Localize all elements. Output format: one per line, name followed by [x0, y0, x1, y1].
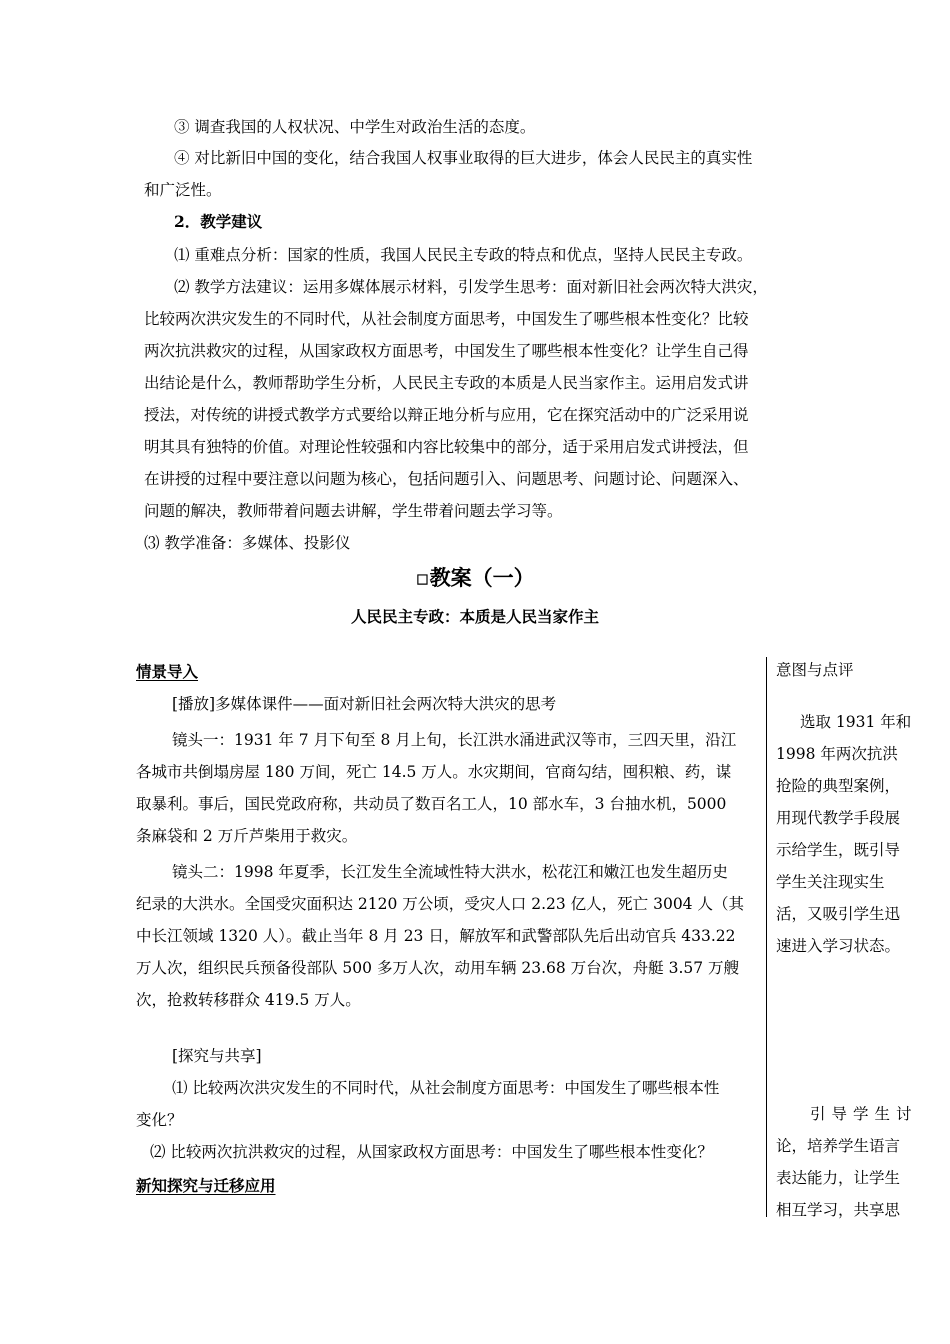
suggestion-2-line: ⑵ 教学方法建议：运用多媒体展示材料，引发学生思考：面对新旧社会两次特大洪灾，	[174, 278, 768, 296]
side-note-line: 速进入学习状态。	[776, 937, 901, 955]
shot-2-line: 镜头二：1998 年夏季，长江发生全流域性特大洪水，松花江和嫩江也发生超历史	[172, 863, 728, 881]
objective-item-3: ③ 调查我国的人权状况、中学生对政治生活的态度。	[174, 118, 536, 136]
side-note-line: 示给学生，既引导	[776, 841, 901, 859]
lesson-plan-title: ▫教案（一）	[415, 565, 535, 590]
shot-1-line: 各城市共倒塌房屋 180 万间，死亡 14.5 万人。水灾期间，官商勾结，囤积粮、药，谋	[136, 763, 732, 781]
shot-2-line: 中长江领域 1320 人）。截止当年 8 月 23 日，解放军和武警部队先后出动官兵 433.22	[136, 927, 736, 945]
suggestion-2-line: 在讲授的过程中要注意以问题为核心，包括问题引入、问题思考、问题讨论、问题深入、	[144, 470, 749, 488]
shot-1-line: 取暴利。事后，国民党政府称，共动员了数百名工人，10 部水车，3 台抽水机，5000	[136, 795, 727, 813]
side-note-line: 抢险的典型案例，	[776, 777, 901, 795]
side-note-line: 学生关注现实生	[776, 873, 885, 891]
suggestion-2-line: 授法，对传统的讲授式教学方式要给以辩正地分析与应用，它在探究活动中的广泛采用说	[144, 406, 749, 424]
column-divider	[766, 657, 767, 1217]
side-note-line: 引导学生讨	[810, 1105, 918, 1123]
explore-share-label: [探究与共享]	[172, 1047, 262, 1065]
shot-2-line: 次，抢救转移群众 419.5 万人。	[136, 991, 361, 1009]
objective-item-4-line-1: ④ 对比新旧中国的变化，结合我国人权事业取得的巨大进步，体会人民民主的真实性	[174, 149, 753, 167]
suggestion-2-line: 两次抗洪救灾的过程，从国家政权方面思考，中国发生了哪些根本性变化？让学生自己得	[144, 342, 749, 360]
shot-1-line: 镜头一：1931 年 7 月下旬至 8 月上旬，长江洪水涌进武汉等市，三四天里，沿江	[172, 731, 737, 749]
section-heading-new-knowledge: 新知探究与迁移应用	[136, 1176, 276, 1195]
question-1-line-2: 变化？	[136, 1111, 183, 1129]
suggestion-2-line: 明其具有独特的价值。对理论性较强和内容比较集中的部分，适于采用启发式讲授法，但	[144, 438, 749, 456]
objective-item-4-line-2: 和广泛性。	[144, 181, 222, 199]
section-heading-scene-intro: 情景导入	[136, 662, 199, 681]
shot-2-line: 纪录的大洪水。全国受灾面积达 2120 万公顷，受灾人口 2.23 亿人，死亡 3004 人（其	[136, 895, 744, 913]
lesson-plan-subtitle: 人民民主专政：本质是人民当家作主	[350, 607, 599, 626]
suggestion-1: ⑴ 重难点分析：国家的性质，我国人民民主专政的特点和优点，坚持人民民主专政。	[174, 246, 753, 264]
side-note-line: 论，培养学生语言	[776, 1137, 901, 1155]
shot-1-line: 条麻袋和 2 万斤芦柴用于救灾。	[136, 827, 358, 845]
side-note-line: 活，又吸引学生迅	[776, 905, 901, 923]
suggestion-2-line: 问题的解决，教师带着问题去讲解，学生带着问题去学习等。	[144, 502, 563, 520]
question-1-line-1: ⑴ 比较两次洪灾发生的不同时代，从社会制度方面思考：中国发生了哪些根本性	[172, 1079, 720, 1097]
suggestion-3: ⑶ 教学准备：多媒体、投影仪	[144, 534, 351, 552]
shot-2-line: 万人次，组织民兵预备役部队 500 多万人次，动用车辆 23.68 万台次，舟艇 3.57 万艘	[136, 959, 740, 977]
side-column-header: 意图与点评	[776, 661, 854, 679]
side-note-line: 表达能力，让学生	[776, 1169, 901, 1187]
side-note-line: 1998 年两次抗洪	[776, 745, 898, 763]
side-note-line: 选取 1931 年和	[800, 713, 912, 731]
question-2: ⑵ 比较两次抗洪救灾的过程，从国家政权方面思考：中国发生了哪些根本性变化？	[150, 1143, 713, 1161]
section-heading-teaching-suggestions: 2．教学建议	[174, 212, 263, 231]
suggestion-2-line: 比较两次洪灾发生的不同时代，从社会制度方面思考，中国发生了哪些根本性变化？比较	[144, 310, 749, 328]
suggestion-2-line: 出结论是什么，教师帮助学生分析，人民民主专政的本质是人民当家作主。运用启发式讲	[144, 374, 749, 392]
play-instruction: [播放]多媒体课件——面对新旧社会两次特大洪灾的思考	[172, 695, 557, 713]
side-note-line: 用现代教学手段展	[776, 809, 901, 827]
side-note-line: 相互学习，共享思	[776, 1201, 901, 1219]
